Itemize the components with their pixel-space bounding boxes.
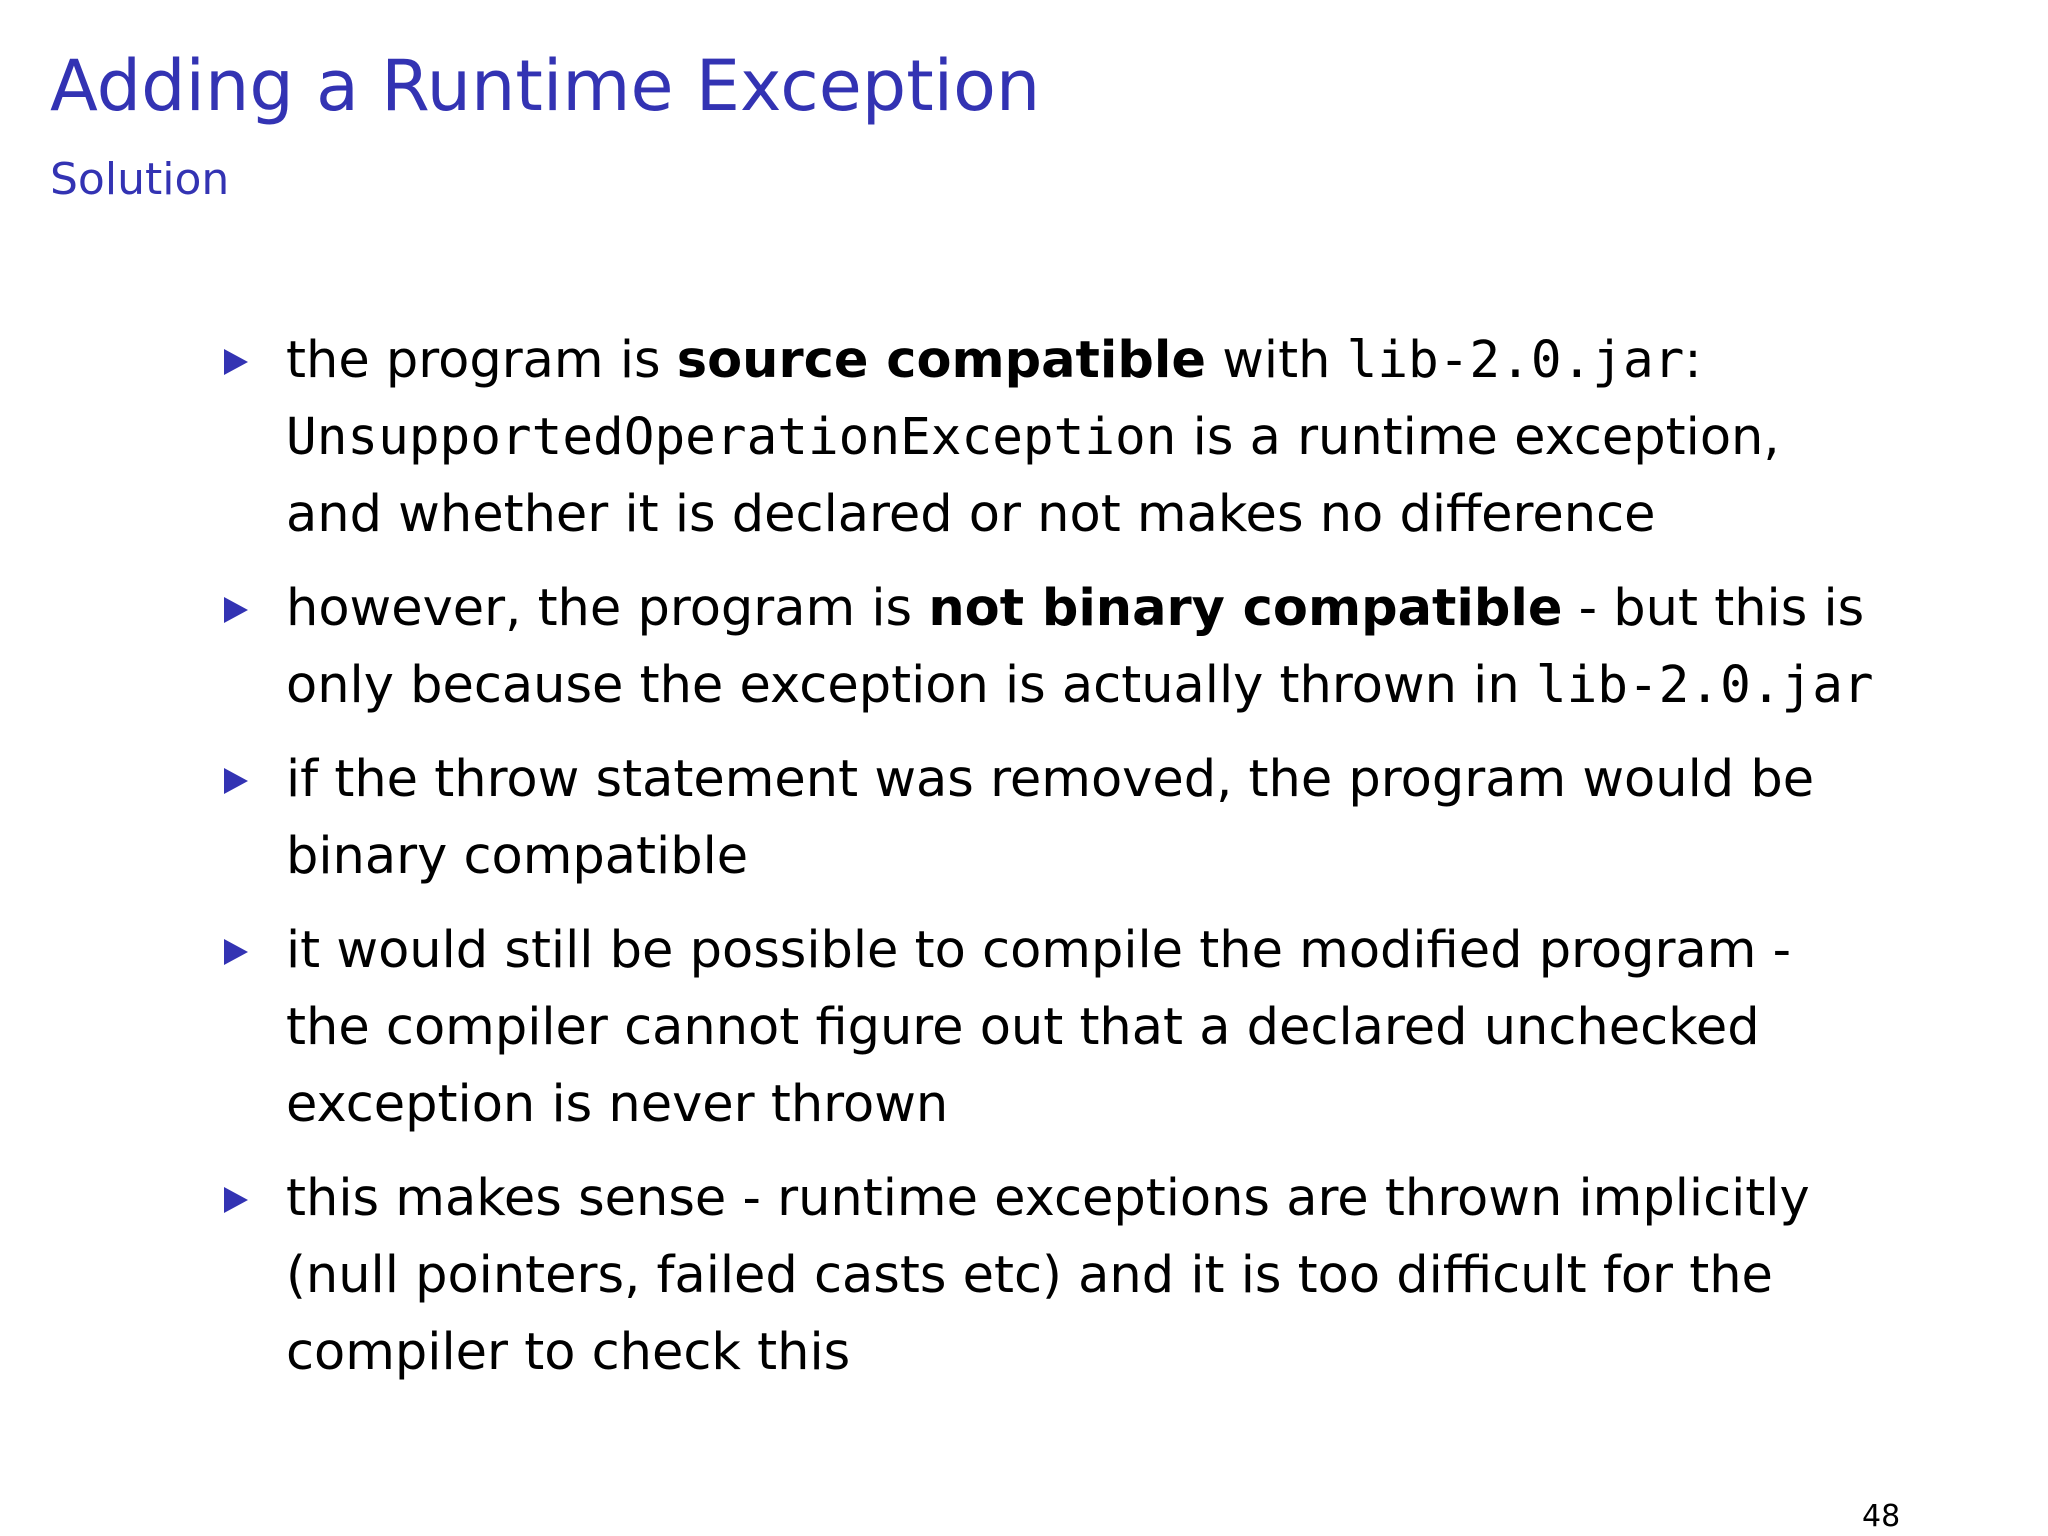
bullet-line	[286, 741, 1922, 818]
bullet-line	[286, 912, 1922, 989]
triangle-right-icon	[224, 349, 248, 375]
bullet-item	[222, 912, 1922, 1143]
bullet-line	[286, 476, 1922, 553]
triangle-right-icon	[224, 597, 248, 623]
bullet-item	[222, 1160, 1922, 1391]
text-span: only because the exception is actually thrown in	[286, 656, 1536, 715]
bullet-item	[222, 322, 1922, 553]
text-span: (null pointers, failed casts etc) and it is too difficult for the	[286, 1246, 1773, 1305]
page-number: 48	[1862, 1499, 1901, 1534]
text-span: compiler to check this	[286, 1323, 851, 1382]
text-span: it would still be possible to compile the modified program -	[286, 921, 1791, 980]
bullet-line	[286, 1160, 1922, 1237]
bullet-line	[286, 1066, 1922, 1143]
triangle-right-icon	[224, 1187, 248, 1213]
bullet-line	[286, 818, 1922, 895]
text-span: is a runtime exception,	[1176, 408, 1780, 467]
slide-title: Adding a Runtime Exception	[50, 45, 1041, 127]
triangle-right-icon	[224, 939, 248, 965]
code-text: lib-2.0.jar	[1535, 656, 1874, 715]
bullet-item	[222, 741, 1922, 895]
bold-text: source compatible	[676, 331, 1206, 390]
slide-subtitle: Solution	[50, 154, 230, 205]
text-span: however, the program is	[286, 579, 929, 638]
bullet-line	[286, 1314, 1922, 1391]
text-span: - but this is	[1562, 579, 1865, 638]
text-span: binary compatible	[286, 827, 749, 886]
code-text: UnsupportedOperationException	[286, 408, 1177, 467]
bullet-line	[286, 647, 1922, 724]
text-span: the compiler cannot figure out that a declared unchecked	[286, 998, 1760, 1057]
bullet-list	[222, 322, 1922, 1408]
text-span: if the throw statement was removed, the program would be	[286, 750, 1815, 809]
bullet-line	[286, 399, 1922, 476]
bullet-line	[286, 1237, 1922, 1314]
bullet-line	[286, 322, 1922, 399]
text-span: the program is	[286, 331, 677, 390]
text-span: exception is never thrown	[286, 1075, 949, 1134]
bullet-item	[222, 570, 1922, 724]
text-span: this makes sense - runtime exceptions are thrown implicitly	[286, 1169, 1810, 1228]
text-span: and whether it is declared or not makes no difference	[286, 485, 1656, 544]
bullet-line	[286, 570, 1922, 647]
bold-text: not binary compatible	[928, 579, 1563, 638]
code-text: lib-2.0.jar	[1346, 331, 1685, 390]
text-span: with	[1205, 331, 1347, 390]
text-span: :	[1684, 331, 1702, 390]
triangle-right-icon	[224, 768, 248, 794]
bullet-line	[286, 989, 1922, 1066]
